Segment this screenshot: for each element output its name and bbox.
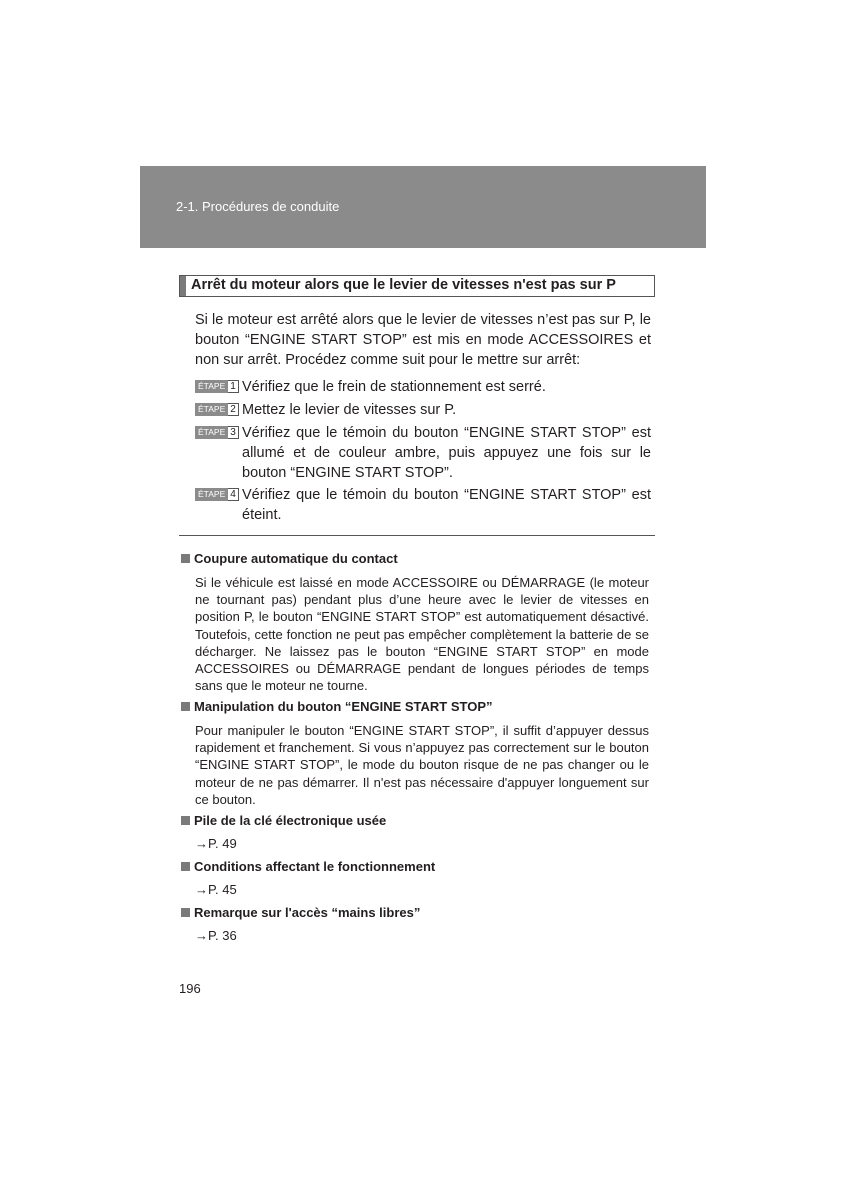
step-badge: ÉTAPE 2 (195, 403, 239, 416)
page-reference[interactable]: →P. 45 (195, 882, 237, 897)
step-badge: ÉTAPE 3 (195, 426, 239, 439)
square-bullet-icon (181, 862, 190, 871)
step-text: Vérifiez que le témoin du bouton “ENGINE START STOP” est allumé et de couleur ambre, puis appuyez une fois sur le bouton “ENGINE START STOP”. (242, 425, 651, 481)
note-body-auto-off: Si le véhicule est laissé en mode ACCESSOIRE ou DÉMARRAGE (le moteur ne tournant pas) pendant plus d’une heure avec le levier de vitesses en position P, le bouton “ENGINE START STOP” est automatiquement désactivé. Toutefois, cette fonction ne peut pas empêcher complètement la batterie de se décharger. Ne laissez pas le bouton “ENGINE START STOP” en mode ACCESSOIRES ou DÉMARRAGE pendant de longues périodes de temps sans que le moteur ne tourne. (195, 575, 649, 694)
heading-marker (180, 276, 186, 296)
divider (179, 535, 655, 536)
step-text: Vérifiez que le frein de stationnement est serré. (242, 379, 546, 395)
section-heading (179, 275, 655, 297)
square-bullet-icon (181, 908, 190, 917)
step-3 (195, 423, 651, 483)
page-reference[interactable]: →P. 36 (195, 928, 237, 943)
section-heading-text: Arrêt du moteur alors que le levier de vitesses n'est pas sur P (191, 277, 616, 293)
chapter-title: 2-1. Procédures de conduite (176, 199, 340, 214)
page-reference[interactable]: →P. 49 (195, 836, 237, 851)
step-badge: ÉTAPE 1 (195, 380, 239, 393)
note-heading-button-handling: Manipulation du bouton “ENGINE START STOP” (181, 699, 493, 714)
note-body-button-handling: Pour manipuler le bouton “ENGINE START STOP”, il suffit d’appuyer dessus rapidement et franchement. Si vous n’appuyez pas correctement sur le bouton “ENGINE START STOP”, le mode du bouton risque de ne pas changer ou le moteur de ne pas démarrer. Il n'est pas nécessaire d'appuyer longuement sur ce bouton. (195, 723, 649, 807)
note-heading-hands-free: Remarque sur l'accès “mains libres” (181, 905, 420, 920)
step-text: Vérifiez que le témoin du bouton “ENGINE START STOP” est éteint. (242, 487, 651, 523)
step-2 (195, 400, 651, 420)
header-band (140, 166, 706, 248)
step-1 (195, 377, 651, 397)
page-number: 196 (179, 981, 201, 996)
intro-paragraph: Si le moteur est arrêté alors que le levier de vitesses n’est pas sur P, le bouton “ENGINE START STOP” est mis en mode ACCESSOIRES et non sur arrêt. Procédez comme suit pour le mettre sur arrêt: (195, 312, 651, 368)
step-4 (195, 485, 651, 525)
square-bullet-icon (181, 702, 190, 711)
square-bullet-icon (181, 554, 190, 563)
note-heading-auto-off: Coupure automatique du contact (181, 551, 398, 566)
step-text: Mettez le levier de vitesses sur P. (242, 402, 457, 418)
note-heading-key-battery: Pile de la clé électronique usée (181, 813, 386, 828)
square-bullet-icon (181, 816, 190, 825)
step-badge: ÉTAPE 4 (195, 488, 239, 501)
note-heading-conditions: Conditions affectant le fonctionnement (181, 859, 435, 874)
